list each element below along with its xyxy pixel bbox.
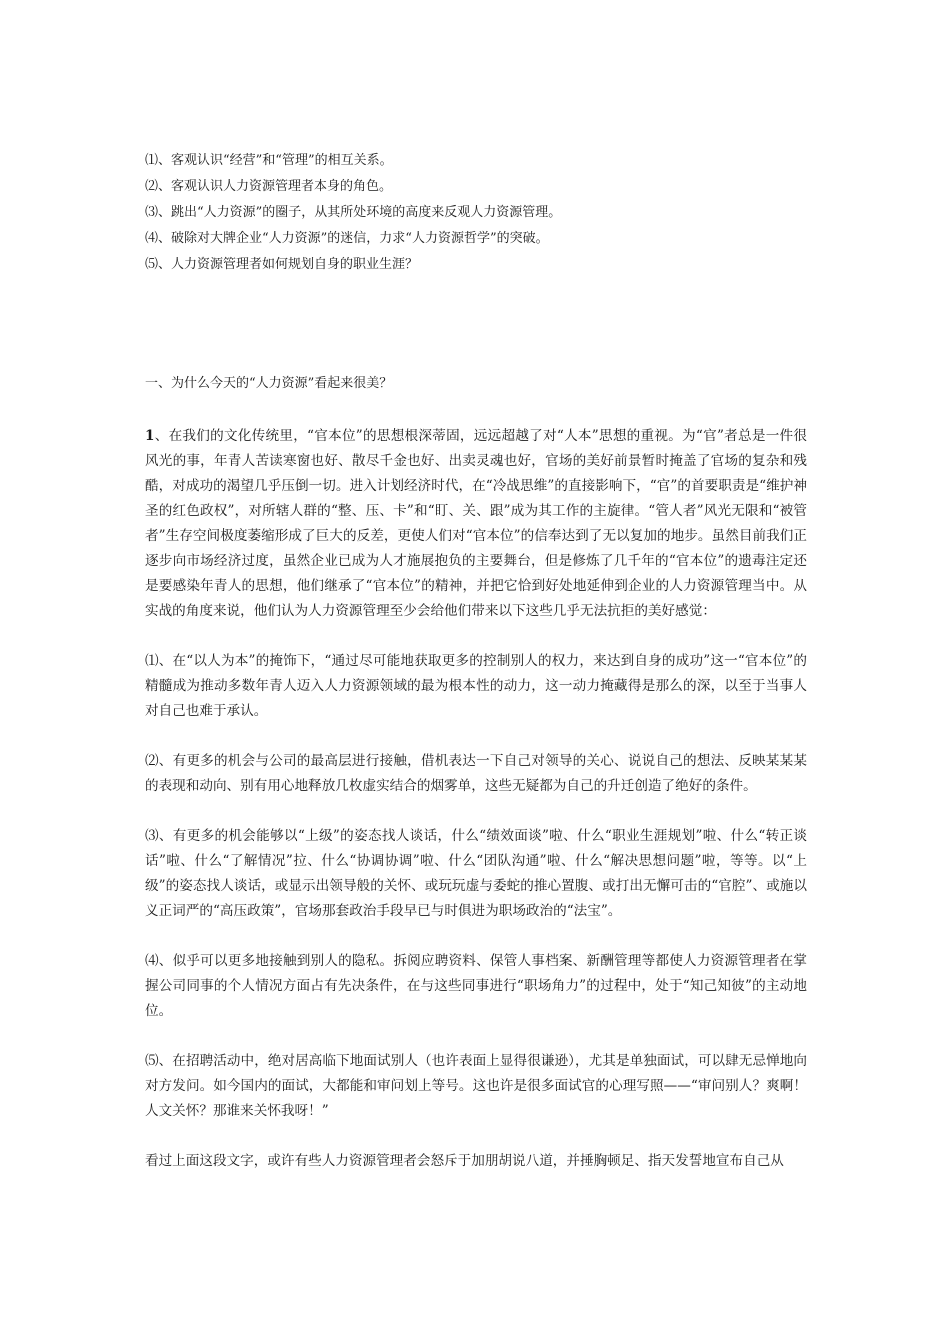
body-text bbox=[145, 424, 807, 1174]
paragraph-4: ⑶、有更多的机会能够以“上级”的姿态找人谈话，什么“绩效面谈”啦、什么“职业生涯规划”啦、什么“转正谈话”啦、什么“了解情况”拉、什么“协调协调”啦、什么“团队沟通”啦、什么“解决思想问题”啦，等等。以“上级”的姿态找人谈话，或显示出领导般的关怀、或玩玩虚与委蛇的推心置腹、或打出无懈可击的“官腔”、或施以义正词严的“高压政策”，官场那套政治手段早已与时俱进为职场政治的“法宝”。 bbox=[145, 828, 807, 919]
outline-list bbox=[145, 148, 825, 278]
paragraph-1-text: 、在我们的文化传统里，“官本位”的思想根深蒂固，远远超越了对“人本”思想的重视。为“官”者总是一件很风光的事，年青人苦读寒窗也好、散尽千金也好、出卖灵魂也好，官场的美好前景暂时掩盖了官场的复杂和残酷，对成功的渴望几乎压倒一切。进入计划经济时代，在“冷战思维”的直接影响下，“官”的首要职责是“维护神圣的红色政权”，对所辖人群的“整、压、卡”和“盯、关、跟”成为其工作的主旋律。“管人者”风光无限和“被管者”生存空间极度萎缩形成了巨大的反差，更使人们对“官本位”的信奉达到了无以复加的地步。虽然目前我们正逐步向市场经济过度，虽然企业已成为人才施展抱负的主要舞台，但是修炼了几千年的“官本位”的遗毒注定还是要感染年青人的思想，他们继承了“官本位”的精神，并把它恰到好处地延伸到企业的人力资源管理当中。从实战的角度来说，他们认为人力资源管理至少会给他们带来以下这些几乎无法抗拒的美好感觉： bbox=[145, 428, 807, 619]
outline-item: ⑵、客观认识人力资源管理者本身的角色。 bbox=[145, 179, 393, 194]
outline-item: ⑸、人力资源管理者如何规划自身的职业生涯？ bbox=[145, 257, 419, 272]
outline-item: ⑶、跳出“人力资源”的圈子，从其所处环境的高度来反观人力资源管理。 bbox=[145, 205, 562, 220]
outline-item: ⑴、客观认识“经营”和“管理”的相互关系。 bbox=[145, 153, 393, 168]
paragraph-number: 1 bbox=[145, 428, 155, 444]
paragraph-6: ⑸、在招聘活动中，绝对居高临下地面试别人（也许表面上显得很谦逊），尤其是单独面试，可以肆无忌惮地向对方发问。如今国内的面试，大都能和审问划上等号。这也许是很多面试官的心理写照——“审问别人？爽啊！人文关怀？那谁来关怀我呀！” bbox=[145, 1053, 807, 1119]
paragraph-1 bbox=[145, 424, 807, 624]
paragraph-2: ⑴、在“以人为本”的掩饰下，“通过尽可能地获取更多的控制别人的权力，来达到自身的成功”这一“官本位”的精髓成为推动多数年青人迈入人力资源领域的最为根本性的动力，这一动力掩藏得是那么的深，以至于当事人对自己也难于承认。 bbox=[145, 653, 807, 719]
paragraph-3: ⑵、有更多的机会与公司的最高层进行接触，借机表达一下自己对领导的关心、说说自己的想法、反映某某某的表现和动向、别有用心地释放几枚虚实结合的烟雾单，这些无疑都为自己的升迁创造了绝好的条件。 bbox=[145, 753, 807, 794]
outline-item: ⑷、破除对大牌企业“人力资源”的迷信，力求“人力资源哲学”的突破。 bbox=[145, 231, 549, 246]
section-heading: 一、为什么今天的“人力资源”看起来很美？ bbox=[145, 376, 393, 391]
paragraph-5: ⑷、似乎可以更多地接触到别人的隐私。拆阅应聘资料、保管人事档案、新酬管理等都使人力资源管理者在掌握公司同事的个人情况方面占有先决条件，在与这些同事进行“职场角力”的过程中，处于“知己知彼”的主动地位。 bbox=[145, 953, 807, 1019]
paragraph-7: 看过上面这段文字，或许有些人力资源管理者会怒斥于加朋胡说八道，并捶胸顿足、指天发誓地宣布自己从 bbox=[145, 1153, 784, 1169]
